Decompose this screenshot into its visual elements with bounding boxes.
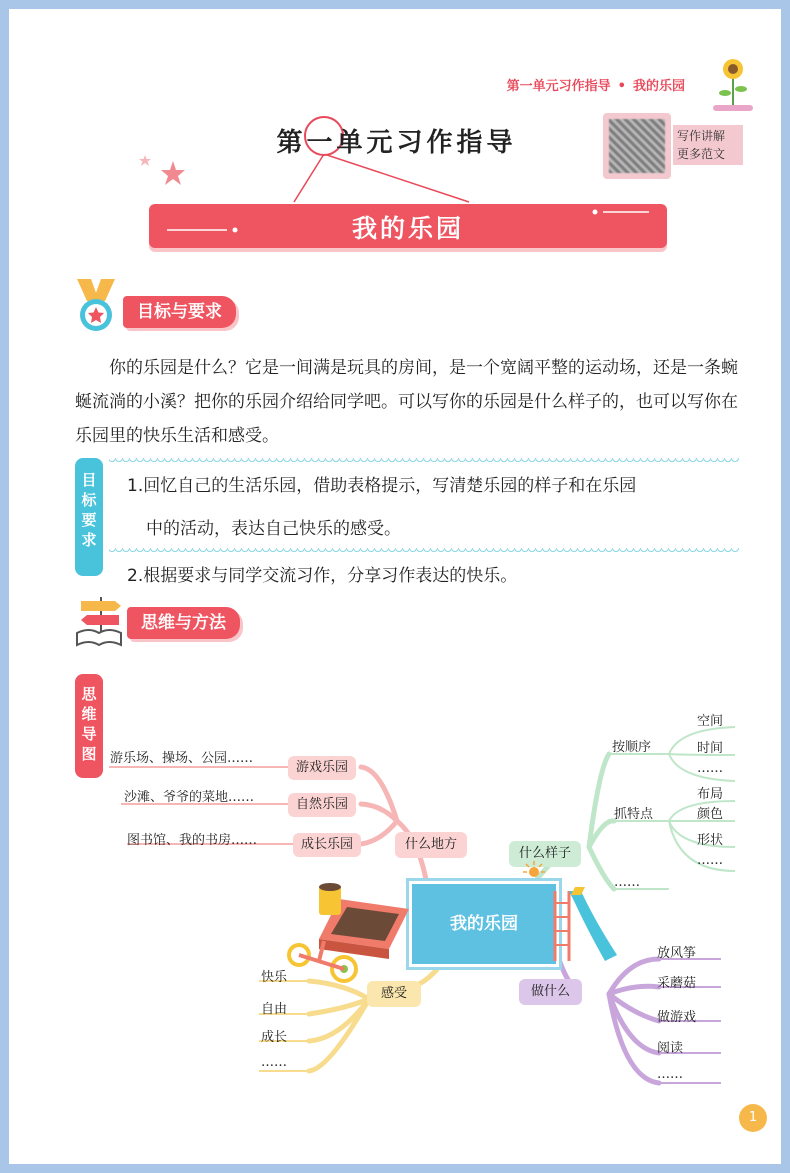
mindmap-leaf: …… [657, 1067, 683, 1082]
slide-illustration [545, 881, 625, 967]
unit-title-char: 指 [456, 128, 484, 158]
mindmap-leaf: 自由 [261, 1002, 288, 1017]
sandbox-tricycle-illustration [279, 879, 429, 989]
running-header-separator: • [617, 79, 626, 94]
unit-title-char: 一 [306, 128, 334, 158]
goal-item-1-line-1: 1.回忆自己的生活乐园，借助表格提示，写清楚乐园的样子和在乐园 [127, 476, 637, 496]
mindmap-leaf: 布局 [697, 787, 724, 802]
unit-title-char: 第 [276, 128, 304, 158]
mindmap-branch-where: 什么地方 [395, 832, 467, 858]
side-label-char: 求 [81, 531, 97, 549]
mindmap-node: 成长乐园 [293, 833, 361, 857]
qr-caption-line: 写作讲解 [677, 129, 726, 143]
running-header-topic: 我的乐园 [632, 79, 685, 94]
unit-title-char: 作 [426, 128, 454, 158]
running-header-unit: 第一单元习作指导 [506, 79, 611, 94]
mindmap-leaf: 采蘑菇 [657, 976, 697, 991]
mindmap-leaf: 成长 [261, 1030, 288, 1045]
mindmap-leaf: 沙滩、爷爷的菜地…… [124, 790, 255, 805]
mindmap-leaf: …… [697, 761, 723, 776]
mindmap-leaf: 空间 [697, 714, 724, 729]
intro-paragraph: 你的乐园是什么？它是一间满是玩具的房间，是一个宽阔平整的运动场，还是一条蜿蜒流淌的小溪？把你的乐园介绍给同学吧。可以写你的乐园是什么样子的，也可以写你在乐园里的快乐生活和感受。 [75, 358, 738, 446]
mindmap-leaf: 快乐 [261, 970, 288, 985]
page-number: 1 [739, 1104, 767, 1132]
mindmap-leaf: 时间 [697, 741, 724, 756]
side-label-char: 维 [81, 705, 97, 723]
mindmap-leaf: 图书馆、我的书房…… [127, 833, 258, 848]
mindmap-node: 游戏乐园 [288, 756, 356, 780]
unit-title-char: 习 [396, 128, 424, 158]
mindmap-leaf: 形状 [697, 833, 724, 848]
mindmap-branch-looks: 什么样子 [509, 841, 581, 867]
mindmap-leaf: 阅读 [657, 1041, 684, 1056]
side-label-char: 标 [81, 491, 97, 509]
side-label-char: 思 [81, 685, 97, 703]
mindmap-branch-doing: 做什么 [519, 979, 582, 1005]
side-label-char: 图 [81, 745, 97, 763]
unit-title-char: 元 [366, 128, 394, 158]
mindmap-leaf: 颜色 [697, 807, 724, 822]
section-tag-goals: 目标与要求 [123, 296, 236, 328]
mindmap-node: 自然乐园 [288, 793, 356, 817]
side-label-char: 导 [81, 725, 97, 743]
mindmap-branch-feeling: 感受 [367, 981, 421, 1007]
mindmap-node: 按顺序 [612, 740, 652, 755]
mindmap-leaf: 放风筝 [657, 946, 697, 961]
mindmap-leaf: …… [614, 875, 640, 890]
unit-title-char: 单 [336, 128, 364, 158]
mindmap-node: 抓特点 [614, 807, 654, 822]
lesson-title: 我的乐园 [351, 214, 464, 243]
goal-item-1-line-2: 中的活动，表达自己快乐的感受。 [146, 519, 401, 539]
mindmap-leaf: 游乐场、操场、公园…… [110, 751, 254, 766]
mindmap-center: 我的乐园 [409, 881, 559, 967]
section-tag-methods: 思维与方法 [127, 607, 240, 639]
mindmap-leaf: …… [697, 853, 723, 868]
side-label-char: 要 [81, 511, 97, 529]
mindmap-leaf: …… [261, 1055, 287, 1070]
mindmap-leaf: 做游戏 [657, 1010, 697, 1025]
side-label-char: 目 [81, 471, 97, 489]
qr-caption-line: 更多范文 [677, 147, 726, 161]
sun-icon [523, 861, 545, 883]
unit-title-char: 导 [486, 128, 514, 158]
goal-item-2: 2.根据要求与同学交流习作，分享习作表达的快乐。 [127, 566, 518, 586]
